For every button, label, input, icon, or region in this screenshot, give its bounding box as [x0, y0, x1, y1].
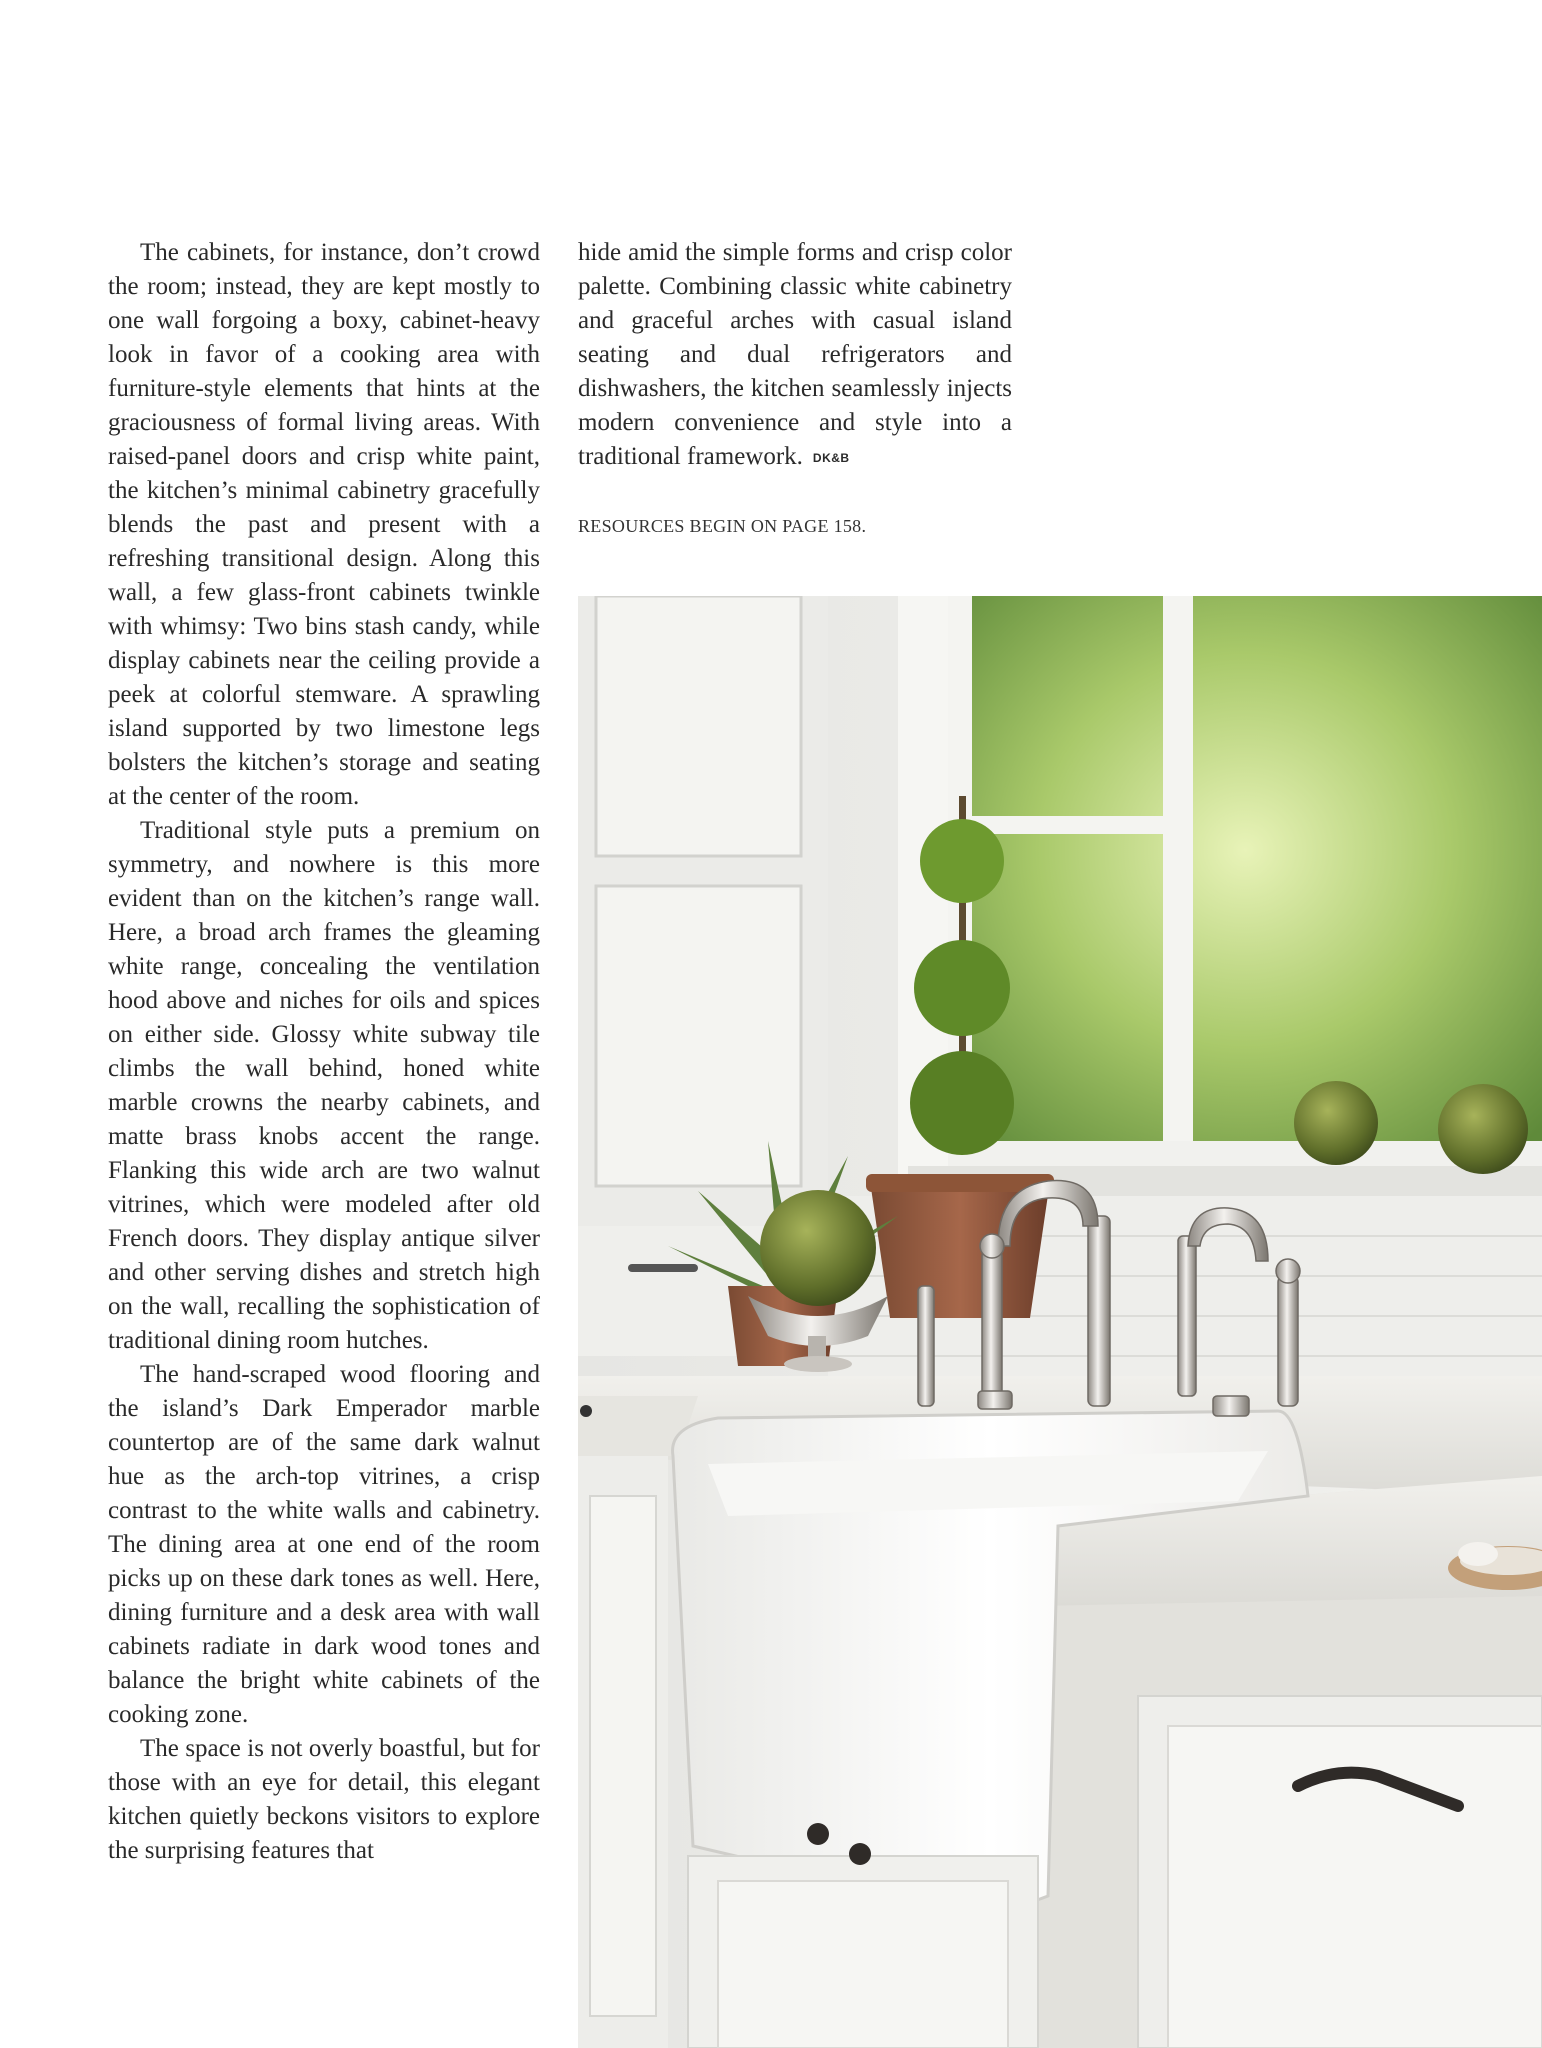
article-left-column — [108, 236, 540, 1868]
continuation-text: hide amid the simple forms and crisp color palette. Combining classic white cabinetry and graceful arches with casual island seating and dual refrigerators and dishwashers, the kitchen seamlessly injects modern convenience and style into a traditional framework. — [578, 239, 1012, 470]
end-signature: DK&B — [812, 451, 850, 465]
resources-note: RESOURCES BEGIN ON PAGE 158. — [578, 516, 867, 536]
article-right-column — [578, 236, 1012, 475]
paragraph-cabinets: The cabinets, for instance, don’t crowd the room; instead, they are kept mostly to one wall forgoing a boxy, cabinet-heavy look in favor of a cooking area with furniture-style elements that hints at the graciousness of formal living areas. With raised-panel doors and crisp white paint, the kitchen’s minimal cabinetry gracefully blends the past and present with a refreshing transitional design. Along this wall, a few glass-front cabinets twinkle with whimsy: Two bins stash candy, while display cabinets near the ceiling provide a peek at colorful stemware. A sprawling island supported by two limestone legs bolsters the kitchen’s storage and seating at the center of the room. — [108, 239, 540, 810]
paragraph-space: The space is not overly boastful, but for those with an eye for detail, this elegant kitchen quietly beckons visitors to explore the surprising features that — [108, 1735, 540, 1864]
kitchen-sink-photo — [578, 596, 1542, 2048]
paragraph-symmetry: Traditional style puts a premium on symmetry, and nowhere is this more evident than on the kitchen’s range wall. Here, a broad arch frames the gleaming white range, concealing the ventilation hood above and niches for oils and spices on either side. Glossy white subway tile climbs the wall behind, honed white marble crowns the nearby cabinets, and matte brass knobs accent the range. Flanking this wide arch are two walnut vitrines, which were modeled after old French doors. They display antique silver and other serving dishes and stretch high on the wall, recalling the sophistication of traditional dining room hutches. — [108, 817, 540, 1354]
paragraph-flooring: The hand-scraped wood flooring and the island’s Dark Emperador marble countertop are of the same dark walnut hue as the arch-top vitrines, a crisp contrast to the white walls and cabinetry. The dining area at one end of the room picks up on these dark tones as well. Here, dining furniture and a desk area with wall cabinets radiate in dark wood tones and balance the bright white cabinets of the cooking zone. — [108, 1361, 540, 1728]
paragraph-continuation — [578, 236, 1012, 475]
